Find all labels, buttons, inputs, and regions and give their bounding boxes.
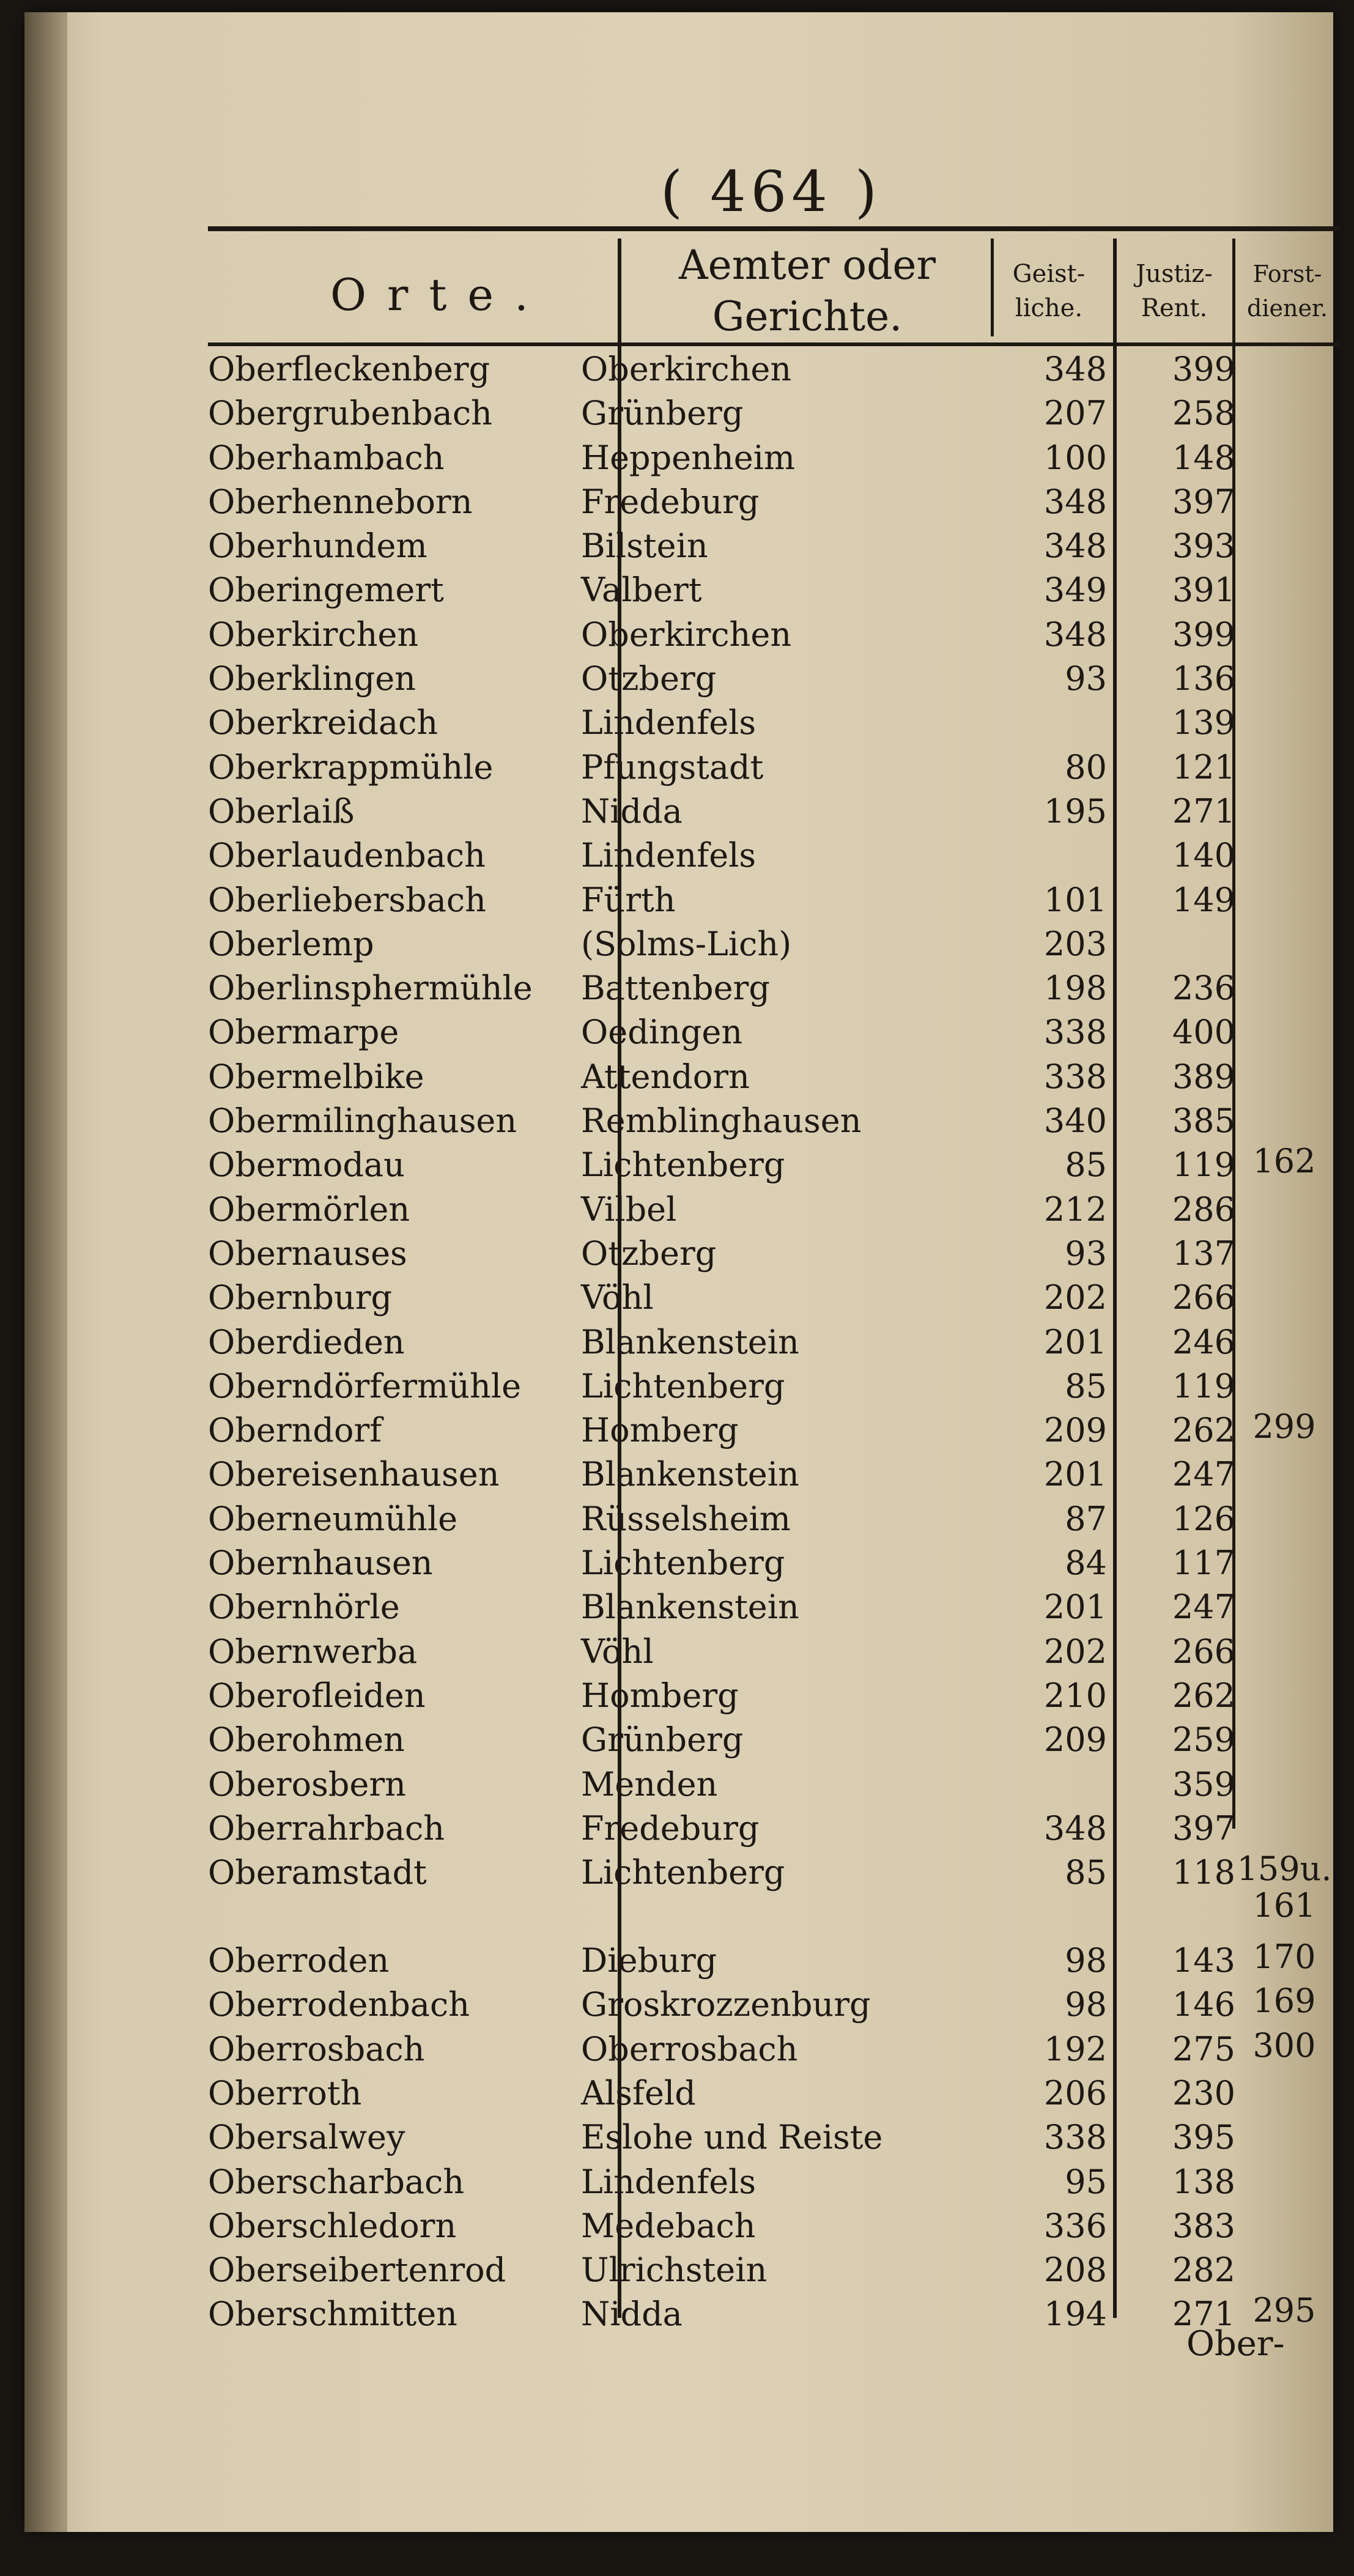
geistliche-page: 85 — [1065, 1853, 1107, 1892]
office-name: Nidda — [581, 2295, 683, 2334]
geistliche-page: 84 — [1065, 1544, 1107, 1583]
office-name: Fredeburg — [581, 1808, 760, 1848]
justiz-page: 399 — [1172, 615, 1235, 654]
office-name: Nidda — [581, 791, 683, 831]
office-name: Rüsselsheim — [581, 1499, 791, 1538]
place-name: Oberlaiß — [208, 791, 355, 831]
office-name: Alsfeld — [581, 2073, 696, 2112]
justiz-page: 236 — [1172, 969, 1235, 1008]
table-row — [24, 2160, 1333, 2204]
geistliche-page: 85 — [1065, 1146, 1107, 1185]
place-name: Oberlinsphermühle — [208, 969, 533, 1008]
justiz-page: 148 — [1172, 438, 1235, 477]
justiz-page: 139 — [1172, 703, 1235, 742]
table-row — [24, 701, 1333, 745]
office-name: Ulrichstein — [581, 2251, 768, 2290]
office-name: Heppenheim — [581, 438, 796, 477]
office-name: Lichtenberg — [581, 1146, 785, 1185]
place-name: Obernhausen — [208, 1544, 433, 1583]
place-name: Oberingemert — [208, 571, 444, 610]
table-row — [24, 391, 1333, 435]
table-row — [24, 1408, 1333, 1453]
table-row — [24, 1585, 1333, 1629]
office-name: Vöhl — [581, 1632, 654, 1671]
justiz-page: 247 — [1172, 1455, 1235, 1494]
justiz-page: 271 — [1172, 791, 1235, 831]
table-row — [24, 922, 1333, 966]
table-row — [24, 746, 1333, 790]
table-row — [24, 834, 1333, 878]
office-name: Medebach — [581, 2206, 756, 2245]
office-name: Homberg — [581, 1676, 739, 1715]
table-row — [24, 790, 1333, 834]
register-table — [24, 347, 1333, 2337]
place-name: Oberschmitten — [208, 2295, 457, 2334]
place-name: Oberamstadt — [208, 1853, 427, 1892]
forst-page: 159u. 161 — [1237, 1849, 1332, 1925]
table-row — [24, 1939, 1333, 1983]
column-divider-2 — [991, 239, 994, 336]
table-row — [24, 1497, 1333, 1541]
justiz-page: 259 — [1172, 1720, 1235, 1760]
table-row — [24, 1807, 1333, 1851]
geistliche-page: 95 — [1065, 2162, 1107, 2201]
forst-page: 299 — [1252, 1407, 1316, 1446]
place-name: Oberfleckenberg — [208, 350, 490, 388]
place-name: Oberseibertenrod — [208, 2251, 506, 2290]
header-aemter — [630, 240, 985, 342]
office-name: Vilbel — [581, 1190, 677, 1229]
place-name: Oberrosbach — [208, 2029, 425, 2068]
justiz-page: 136 — [1172, 659, 1235, 698]
office-name: (Solms-Lich) — [581, 924, 792, 963]
forst-page: 162 — [1252, 1142, 1316, 1181]
table-row — [24, 568, 1333, 612]
geistliche-page: 87 — [1065, 1499, 1107, 1538]
geistliche-page: 210 — [1043, 1676, 1107, 1715]
geistliche-page: 348 — [1043, 350, 1107, 388]
header-forst-line-2: diener. — [1247, 295, 1328, 322]
table-row — [24, 2027, 1333, 2071]
place-name: Oberofleiden — [208, 1676, 426, 1715]
place-name: Oberrahrbach — [208, 1808, 445, 1848]
geistliche-page: 198 — [1043, 969, 1107, 1008]
table-row — [24, 1630, 1333, 1674]
book-page — [24, 12, 1333, 2532]
table-row — [24, 1099, 1333, 1143]
place-name: Oberscharbach — [208, 2162, 465, 2201]
geistliche-page: 207 — [1043, 394, 1107, 433]
table-row — [24, 657, 1333, 701]
place-name: Oberosbern — [208, 1764, 406, 1804]
office-name: Dieburg — [581, 1941, 717, 1980]
geistliche-page: 338 — [1043, 1057, 1107, 1096]
forst-page: 169 — [1252, 1982, 1316, 2021]
place-name: Oberdieden — [208, 1322, 405, 1361]
justiz-page: 230 — [1172, 2073, 1235, 2112]
justiz-page: 258 — [1172, 394, 1235, 433]
geistliche-page: 98 — [1065, 1941, 1107, 1980]
office-name: Remblinghausen — [581, 1101, 862, 1141]
forst-page: 170 — [1252, 1938, 1316, 1977]
place-name: Obernburg — [208, 1278, 393, 1317]
justiz-page: 118 — [1172, 1853, 1235, 1892]
office-name: Menden — [581, 1764, 718, 1804]
table-row — [24, 1320, 1333, 1364]
header-aemter-line-1: Aemter oder — [678, 242, 936, 289]
justiz-page: 286 — [1172, 1190, 1235, 1229]
geistliche-page: 201 — [1043, 1322, 1107, 1361]
forst-page: 300 — [1252, 2026, 1316, 2065]
page-number: ( 464 ) — [660, 159, 882, 224]
geistliche-page: 202 — [1043, 1632, 1107, 1671]
table-row — [24, 1276, 1333, 1320]
place-name: Oberroden — [208, 1941, 390, 1980]
office-name: Oberrosbach — [581, 2029, 798, 2068]
justiz-page: 393 — [1172, 527, 1235, 566]
justiz-page: 397 — [1172, 1808, 1235, 1848]
table-row — [24, 2248, 1333, 2292]
justiz-page: 266 — [1172, 1278, 1235, 1317]
header-aemter-line-2: Gerichte. — [712, 293, 903, 340]
justiz-page: 126 — [1172, 1499, 1235, 1538]
table-row — [24, 1188, 1333, 1232]
table-row — [24, 1983, 1333, 2027]
justiz-page: 400 — [1172, 1013, 1235, 1052]
office-name: Otzberg — [581, 659, 717, 698]
place-name: Oberhundem — [208, 527, 427, 566]
geistliche-page: 212 — [1043, 1190, 1107, 1229]
office-name: Oberkirchen — [581, 350, 792, 388]
header-geistliche — [1003, 257, 1095, 325]
office-name: Oberkirchen — [581, 615, 792, 654]
table-row — [24, 1674, 1333, 1718]
office-name: Fürth — [581, 880, 676, 919]
table-row — [24, 1763, 1333, 1807]
geistliche-page: 340 — [1043, 1101, 1107, 1141]
justiz-page: 359 — [1172, 1764, 1235, 1804]
place-name: Obersalwey — [208, 2118, 405, 2157]
table-row — [24, 480, 1333, 524]
office-name: Lichtenberg — [581, 1366, 785, 1405]
geistliche-page: 206 — [1043, 2073, 1107, 2112]
justiz-page: 275 — [1172, 2029, 1235, 2068]
office-name: Grünberg — [581, 394, 744, 433]
header-justiz — [1119, 257, 1229, 325]
office-name: Lichtenberg — [581, 1544, 785, 1583]
justiz-page: 282 — [1172, 2251, 1235, 2290]
table-row — [24, 1453, 1333, 1497]
office-name: Battenberg — [581, 969, 770, 1008]
catchword: Ober- — [1186, 2324, 1285, 2364]
office-name: Blankenstein — [581, 1322, 799, 1361]
office-name: Vöhl — [581, 1278, 654, 1317]
geistliche-page: 348 — [1043, 482, 1107, 521]
place-name: Oberlaudenbach — [208, 836, 486, 875]
geistliche-page: 208 — [1043, 2251, 1107, 2290]
justiz-page: 266 — [1172, 1632, 1235, 1671]
justiz-page: 397 — [1172, 482, 1235, 521]
geistliche-page: 349 — [1043, 571, 1107, 610]
header-bottom-rule — [208, 342, 1339, 346]
office-name: Grünberg — [581, 1720, 744, 1760]
justiz-page: 138 — [1172, 2162, 1235, 2201]
place-name: Obereisenhausen — [208, 1455, 500, 1494]
place-name: Oberkirchen — [208, 615, 419, 654]
office-name: Homberg — [581, 1411, 739, 1450]
place-name: Oberklingen — [208, 659, 416, 698]
header-justiz-line-2: Rent. — [1141, 294, 1208, 322]
table-row — [24, 2071, 1333, 2115]
office-name: Blankenstein — [581, 1455, 799, 1494]
office-name: Blankenstein — [581, 1588, 799, 1627]
place-name: Obermörlen — [208, 1190, 410, 1229]
place-name: Obernauses — [208, 1234, 407, 1273]
place-name: Oberlemp — [208, 924, 374, 963]
place-name: Oberhenneborn — [208, 482, 473, 521]
table-row — [24, 1851, 1333, 1939]
place-name: Obermarpe — [208, 1013, 399, 1052]
header-forst — [1241, 257, 1333, 325]
table-row — [24, 1541, 1333, 1585]
header-justiz-line-1: Justiz- — [1136, 260, 1213, 288]
justiz-page: 121 — [1172, 747, 1235, 786]
header-geistliche-line-1: Geist- — [1012, 260, 1086, 288]
geistliche-page: 338 — [1043, 1013, 1107, 1052]
office-name: Lindenfels — [581, 703, 757, 742]
geistliche-page: 338 — [1043, 2118, 1107, 2157]
geistliche-page: 336 — [1043, 2206, 1107, 2245]
table-row — [24, 347, 1333, 391]
justiz-page: 119 — [1172, 1366, 1235, 1405]
table-row — [24, 2204, 1333, 2248]
geistliche-page: 98 — [1065, 1985, 1107, 2024]
geistliche-page: 192 — [1043, 2029, 1107, 2068]
office-name: Oedingen — [581, 1013, 743, 1052]
header-top-rule — [208, 226, 1339, 231]
table-row — [24, 436, 1333, 480]
table-row — [24, 878, 1333, 922]
table-row — [24, 613, 1333, 657]
place-name: Obermilinghausen — [208, 1101, 517, 1141]
geistliche-page: 202 — [1043, 1278, 1107, 1317]
office-name: Valbert — [581, 571, 702, 610]
place-name: Obermodau — [208, 1146, 405, 1185]
table-row — [24, 1010, 1333, 1054]
table-row — [24, 1232, 1333, 1276]
geistliche-page: 348 — [1043, 615, 1107, 654]
office-name: Otzberg — [581, 1234, 717, 1273]
header-geistliche-line-2: liche. — [1015, 294, 1083, 322]
geistliche-page: 194 — [1043, 2295, 1107, 2334]
table-row — [24, 1364, 1333, 1408]
justiz-page: 149 — [1172, 880, 1235, 919]
justiz-page: 383 — [1172, 2206, 1235, 2245]
table-row — [24, 1143, 1333, 1187]
office-name: Lichtenberg — [581, 1853, 785, 1892]
place-name: Oberschledorn — [208, 2206, 457, 2245]
geistliche-page: 93 — [1065, 659, 1107, 698]
office-name: Eslohe und Reiste — [581, 2118, 883, 2157]
place-name: Oberhambach — [208, 438, 445, 477]
geistliche-page: 209 — [1043, 1411, 1107, 1450]
geistliche-page: 195 — [1043, 791, 1107, 831]
header-orte: Orte. — [330, 269, 549, 320]
table-row — [24, 966, 1333, 1010]
office-name: Lindenfels — [581, 836, 757, 875]
forst-page: 295 — [1252, 2291, 1316, 2330]
table-row — [24, 1055, 1333, 1099]
geistliche-page: 80 — [1065, 747, 1107, 786]
place-name: Oberndörfermühle — [208, 1366, 522, 1405]
justiz-page: 395 — [1172, 2118, 1235, 2157]
justiz-page: 271 — [1172, 2295, 1235, 2334]
geistliche-page: 203 — [1043, 924, 1107, 963]
place-name: Oberkreidach — [208, 703, 438, 742]
table-row — [24, 2292, 1333, 2336]
office-name: Groskrozzenburg — [581, 1985, 871, 2024]
place-name: Obermelbike — [208, 1057, 424, 1096]
office-name: Bilstein — [581, 527, 708, 566]
place-name: Obernhörle — [208, 1588, 400, 1627]
place-name: Oberneumühle — [208, 1499, 458, 1538]
geistliche-page: 93 — [1065, 1234, 1107, 1273]
place-name: Oberndorf — [208, 1411, 382, 1450]
office-name: Lindenfels — [581, 2162, 757, 2201]
geistliche-page: 100 — [1043, 438, 1107, 477]
justiz-page: 391 — [1172, 571, 1235, 610]
place-name: Obernwerba — [208, 1632, 418, 1671]
place-name: Oberrodenbach — [208, 1985, 470, 2024]
table-row — [24, 524, 1333, 568]
justiz-page: 137 — [1172, 1234, 1235, 1273]
place-name: Oberohmen — [208, 1720, 405, 1760]
header-forst-line-1: Forst- — [1252, 261, 1322, 287]
table-row — [24, 1718, 1333, 1762]
justiz-page: 117 — [1172, 1544, 1235, 1583]
office-name: Attendorn — [581, 1057, 750, 1096]
justiz-page: 143 — [1172, 1941, 1235, 1980]
justiz-page: 146 — [1172, 1985, 1235, 2024]
geistliche-page: 101 — [1043, 880, 1107, 919]
justiz-page: 247 — [1172, 1588, 1235, 1627]
justiz-page: 262 — [1172, 1676, 1235, 1715]
geistliche-page: 348 — [1043, 1808, 1107, 1848]
place-name: Obergrubenbach — [208, 394, 492, 433]
table-row — [24, 2115, 1333, 2160]
geistliche-page: 201 — [1043, 1455, 1107, 1494]
justiz-page: 246 — [1172, 1322, 1235, 1361]
justiz-page: 140 — [1172, 836, 1235, 875]
justiz-page: 262 — [1172, 1411, 1235, 1450]
geistliche-page: 201 — [1043, 1588, 1107, 1627]
place-name: Oberroth — [208, 2073, 362, 2112]
geistliche-page: 85 — [1065, 1366, 1107, 1405]
justiz-page: 399 — [1172, 350, 1235, 388]
place-name: Oberliebersbach — [208, 880, 486, 919]
office-name: Pfungstadt — [581, 747, 764, 786]
justiz-page: 119 — [1172, 1146, 1235, 1185]
geistliche-page: 209 — [1043, 1720, 1107, 1760]
justiz-page: 385 — [1172, 1101, 1235, 1141]
office-name: Fredeburg — [581, 482, 760, 521]
justiz-page: 389 — [1172, 1057, 1235, 1096]
place-name: Oberkrappmühle — [208, 747, 494, 786]
geistliche-page: 348 — [1043, 527, 1107, 566]
